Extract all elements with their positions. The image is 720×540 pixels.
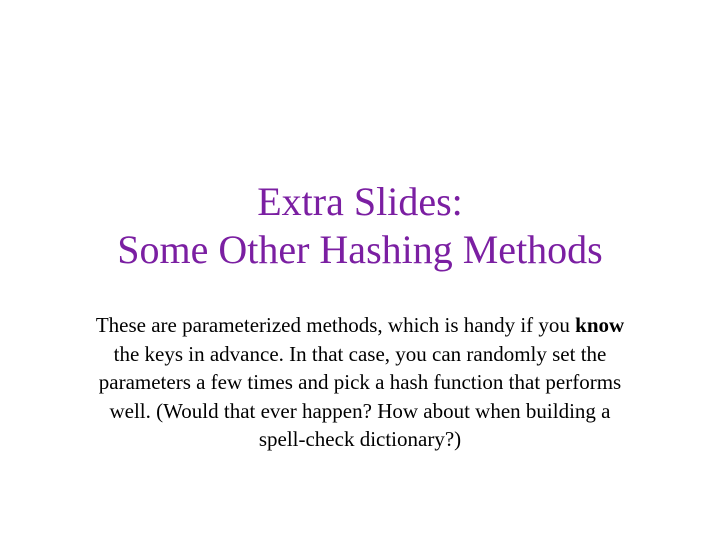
body-text-part-2: the keys in advance. In that case, you can randomly set the parameters a few times and pick a hash function that performs well. (Would that ever happen? How about when building a spell-check dictionary?) bbox=[98, 341, 622, 451]
slide-title-line-1: Extra Slides: bbox=[257, 179, 463, 224]
body-text-part-1: These are parameterized methods, which is handy if you bbox=[95, 313, 576, 337]
slide-title bbox=[0, 178, 720, 274]
body-text-emphasis: know bbox=[575, 313, 625, 337]
slide-body-text bbox=[90, 311, 630, 454]
slide-title-line-2: Some Other Hashing Methods bbox=[117, 227, 603, 272]
